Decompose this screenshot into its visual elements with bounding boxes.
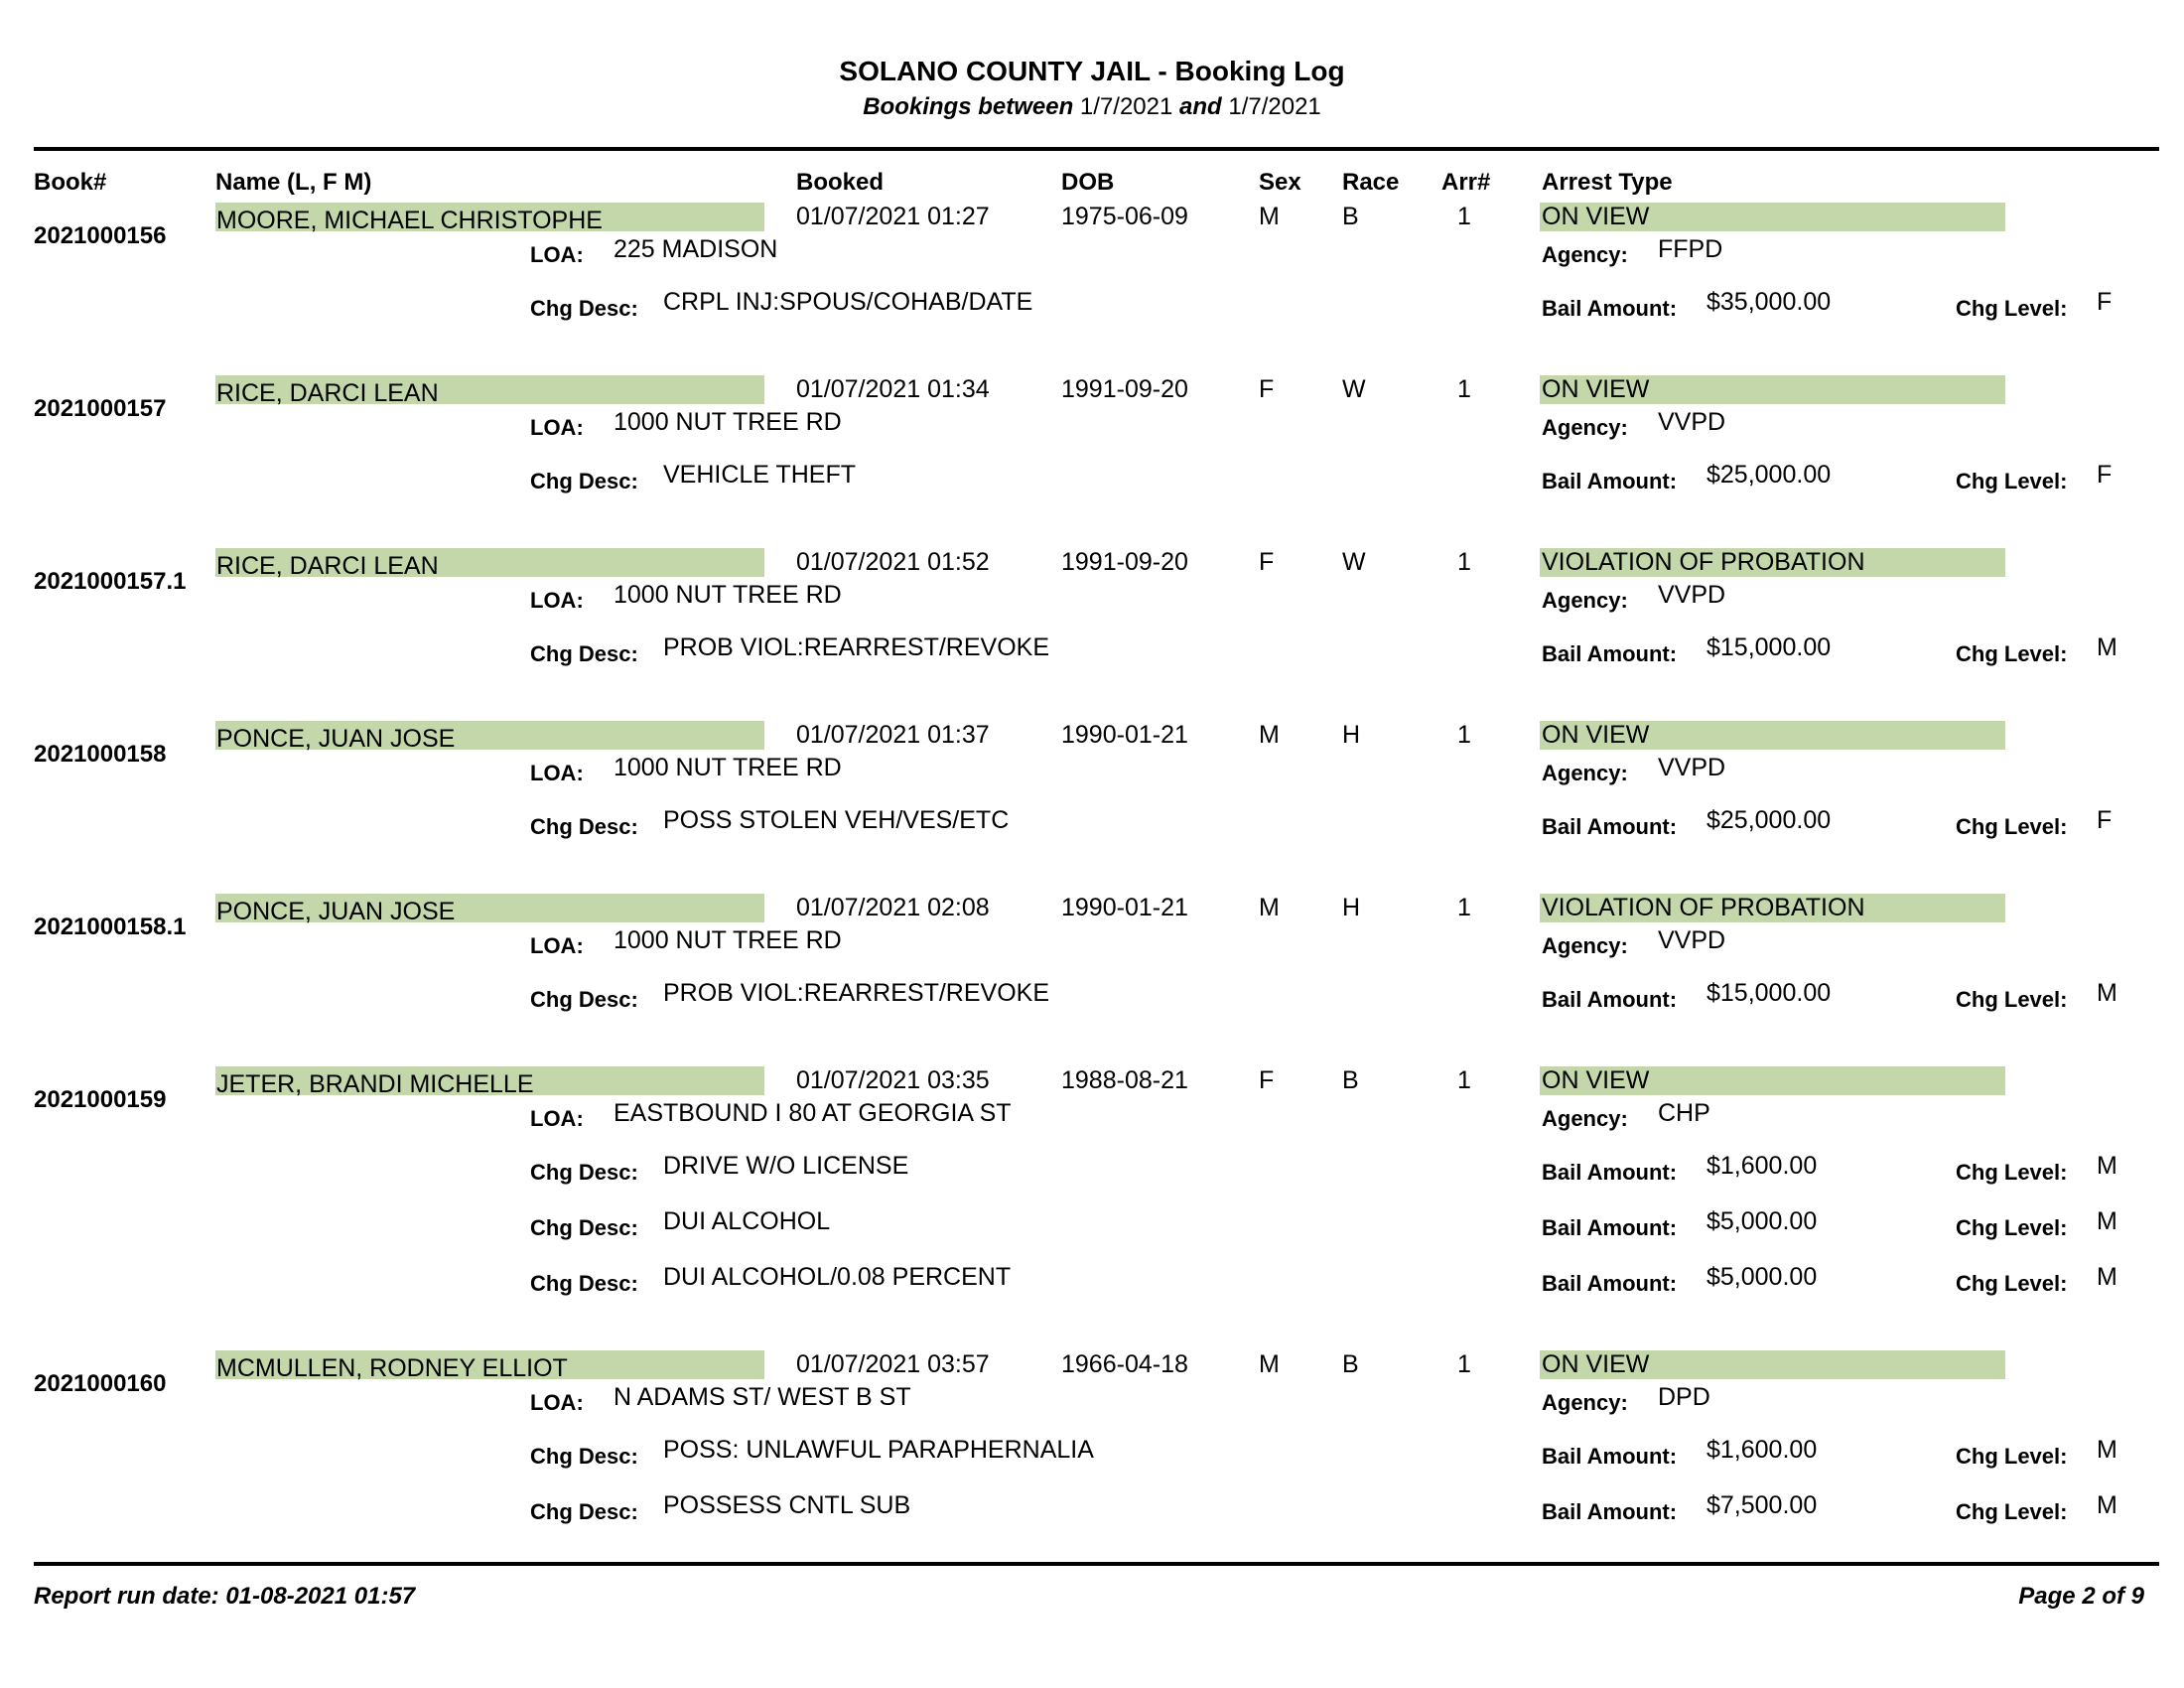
race-value: H — [1342, 721, 1361, 749]
loa-label: LOA: — [530, 242, 584, 267]
agency-label: Agency: — [1542, 1106, 1628, 1131]
loa-label: LOA: — [530, 933, 584, 958]
charge-desc: DRIVE W/O LICENSE — [663, 1152, 909, 1180]
loa-value: N ADAMS ST/ WEST B ST — [614, 1383, 911, 1411]
agency-value: VVPD — [1658, 408, 1726, 436]
charge-level-label: Chg Level: — [1956, 641, 2068, 666]
report-title: SOLANO COUNTY JAIL - Booking Log — [839, 56, 1345, 86]
agency-label: Agency: — [1542, 933, 1628, 958]
date-of-birth: 1990-01-21 — [1061, 721, 1188, 749]
agency-label: Agency: — [1542, 1390, 1628, 1415]
book-number: 2021000158 — [34, 741, 167, 768]
arrest-number: 1 — [1457, 375, 1471, 403]
loa-value: EASTBOUND I 80 AT GEORGIA ST — [614, 1099, 1012, 1127]
bail-amount-label: Bail Amount: — [1542, 1499, 1678, 1524]
bail-amount: $15,000.00 — [1706, 979, 1832, 1007]
arrest-number: 1 — [1457, 894, 1471, 921]
charge-row — [0, 633, 2184, 673]
charge-row — [0, 288, 2184, 328]
charge-desc-label: Chg Desc: — [530, 1215, 638, 1240]
bail-amount: $1,600.00 — [1706, 1436, 1818, 1464]
arrest-number: 1 — [1457, 721, 1471, 749]
charge-desc-label: Chg Desc: — [530, 296, 638, 321]
charge-level: M — [2097, 1152, 2117, 1180]
charge-desc: PROB VIOL:REARREST/REVOKE — [663, 633, 1049, 661]
loa-value: 1000 NUT TREE RD — [614, 926, 842, 954]
book-number: 2021000159 — [34, 1086, 167, 1113]
bail-amount-label: Bail Amount: — [1542, 987, 1678, 1012]
inmate-name: MCMULLEN, RODNEY ELLIOT — [216, 1354, 568, 1382]
agency-value: FFPD — [1658, 235, 1723, 263]
booking-record — [0, 894, 2184, 1062]
sex-value: F — [1259, 548, 1275, 576]
charge-row — [0, 806, 2184, 846]
booking-record — [0, 375, 2184, 544]
charge-level-label: Chg Level: — [1956, 1499, 2068, 1524]
charge-desc: POSS: UNLAWFUL PARAPHERNALIA — [663, 1436, 1094, 1464]
charge-desc: DUI ALCOHOL/0.08 PERCENT — [663, 1263, 1012, 1291]
col-arrest-type: Arrest Type — [1542, 169, 1673, 196]
charge-level: M — [2097, 633, 2117, 661]
loa-label: LOA: — [530, 1106, 584, 1131]
charge-row — [0, 461, 2184, 500]
date-of-birth: 1988-08-21 — [1061, 1066, 1188, 1094]
col-dob: DOB — [1061, 169, 1115, 196]
charge-level: M — [2097, 1263, 2117, 1291]
charge-row — [0, 979, 2184, 1019]
book-number: 2021000157.1 — [34, 568, 187, 595]
charge-desc: PROB VIOL:REARREST/REVOKE — [663, 979, 1049, 1007]
charge-level: F — [2097, 288, 2113, 316]
sex-value: M — [1259, 203, 1280, 230]
booked-datetime: 01/07/2021 02:08 — [796, 894, 990, 921]
bail-amount-label: Bail Amount: — [1542, 1271, 1678, 1296]
bail-amount-label: Bail Amount: — [1542, 814, 1678, 839]
charge-level-label: Chg Level: — [1956, 296, 2068, 321]
charge-desc-label: Chg Desc: — [530, 469, 638, 493]
date-from: 1/7/2021 — [1079, 93, 1173, 120]
arrest-number: 1 — [1457, 1066, 1471, 1094]
report-subtitle — [0, 93, 2184, 121]
bail-amount: $25,000.00 — [1706, 806, 1832, 834]
subtitle-prefix: Bookings between — [863, 93, 1074, 120]
booked-datetime: 01/07/2021 01:34 — [796, 375, 990, 403]
booking-record — [0, 548, 2184, 717]
arrest-type: VIOLATION OF PROBATION — [1542, 894, 1865, 921]
booking-record — [0, 721, 2184, 890]
agency-value: CHP — [1658, 1099, 1710, 1127]
charge-row — [0, 1207, 2184, 1247]
charge-desc: POSS STOLEN VEH/VES/ETC — [663, 806, 1010, 834]
booking-record — [0, 1066, 2184, 1296]
charge-row — [0, 1152, 2184, 1192]
charge-desc: POSSESS CNTL SUB — [663, 1491, 911, 1519]
charge-level-label: Chg Level: — [1956, 814, 2068, 839]
arrest-type: ON VIEW — [1542, 375, 1650, 403]
sex-value: F — [1259, 375, 1275, 403]
date-to: 1/7/2021 — [1228, 93, 1321, 120]
bail-amount-label: Bail Amount: — [1542, 469, 1678, 493]
charge-desc-label: Chg Desc: — [530, 1160, 638, 1185]
inmate-name: RICE, DARCI LEAN — [216, 552, 439, 580]
date-of-birth: 1991-09-20 — [1061, 375, 1188, 403]
page-number: Page 2 of 9 — [2018, 1583, 2144, 1610]
loa-label: LOA: — [530, 588, 584, 613]
date-of-birth: 1990-01-21 — [1061, 894, 1188, 921]
charge-desc: VEHICLE THEFT — [663, 461, 857, 489]
bail-amount-label: Bail Amount: — [1542, 641, 1678, 666]
arrest-type: ON VIEW — [1542, 1066, 1650, 1094]
agency-value: DPD — [1658, 1383, 1710, 1411]
bail-amount: $35,000.00 — [1706, 288, 1832, 316]
bail-amount-label: Bail Amount: — [1542, 1160, 1678, 1185]
charge-desc-label: Chg Desc: — [530, 814, 638, 839]
charge-level: M — [2097, 979, 2117, 1007]
loa-value: 1000 NUT TREE RD — [614, 408, 842, 436]
arrest-type: ON VIEW — [1542, 721, 1650, 749]
arrest-type: ON VIEW — [1542, 203, 1650, 230]
date-of-birth: 1966-04-18 — [1061, 1350, 1188, 1378]
booked-datetime: 01/07/2021 03:57 — [796, 1350, 990, 1378]
agency-value: VVPD — [1658, 926, 1726, 954]
col-sex: Sex — [1259, 169, 1301, 196]
charge-level: F — [2097, 806, 2113, 834]
loa-value: 1000 NUT TREE RD — [614, 754, 842, 781]
inmate-name: JETER, BRANDI MICHELLE — [216, 1070, 534, 1098]
bail-amount-label: Bail Amount: — [1542, 1444, 1678, 1469]
bail-amount: $25,000.00 — [1706, 461, 1832, 489]
arrest-number: 1 — [1457, 203, 1471, 230]
inmate-name: RICE, DARCI LEAN — [216, 379, 439, 407]
arrest-type: ON VIEW — [1542, 1350, 1650, 1378]
sex-value: F — [1259, 1066, 1275, 1094]
agency-label: Agency: — [1542, 761, 1628, 785]
charge-desc: DUI ALCOHOL — [663, 1207, 831, 1235]
loa-value: 225 MADISON — [614, 235, 778, 263]
charge-desc-label: Chg Desc: — [530, 1444, 638, 1469]
col-race: Race — [1342, 169, 1400, 196]
sex-value: M — [1259, 721, 1280, 749]
charge-row — [0, 1263, 2184, 1303]
charge-level-label: Chg Level: — [1956, 987, 2068, 1012]
charge-level-label: Chg Level: — [1956, 1215, 2068, 1240]
book-number: 2021000158.1 — [34, 914, 187, 940]
sex-value: M — [1259, 1350, 1280, 1378]
charge-desc-label: Chg Desc: — [530, 641, 638, 666]
agency-label: Agency: — [1542, 242, 1628, 267]
bail-amount-label: Bail Amount: — [1542, 1215, 1678, 1240]
bail-amount: $1,600.00 — [1706, 1152, 1818, 1180]
col-book: Book# — [34, 169, 107, 196]
book-number: 2021000156 — [34, 222, 167, 249]
charge-row — [0, 1436, 2184, 1476]
inmate-name: PONCE, JUAN JOSE — [216, 725, 456, 753]
col-arr: Arr# — [1441, 169, 1491, 196]
loa-label: LOA: — [530, 415, 584, 440]
agency-label: Agency: — [1542, 415, 1628, 440]
charge-level: M — [2097, 1436, 2117, 1464]
booked-datetime: 01/07/2021 03:35 — [796, 1066, 990, 1094]
arrest-number: 1 — [1457, 1350, 1471, 1378]
booked-datetime: 01/07/2021 01:37 — [796, 721, 990, 749]
charge-level-label: Chg Level: — [1956, 469, 2068, 493]
arrest-number: 1 — [1457, 548, 1471, 576]
bottom-rule — [34, 1562, 2159, 1566]
race-value: H — [1342, 894, 1361, 921]
top-rule — [34, 147, 2159, 151]
race-value: B — [1342, 1350, 1359, 1378]
book-number: 2021000160 — [34, 1370, 167, 1397]
col-booked: Booked — [796, 169, 885, 196]
date-of-birth: 1975-06-09 — [1061, 203, 1188, 230]
charge-level-label: Chg Level: — [1956, 1160, 2068, 1185]
charge-desc: CRPL INJ:SPOUS/COHAB/DATE — [663, 288, 1033, 316]
bail-amount: $15,000.00 — [1706, 633, 1832, 661]
inmate-name: MOORE, MICHAEL CHRISTOPHE — [216, 207, 603, 234]
booking-record — [0, 203, 2184, 371]
loa-value: 1000 NUT TREE RD — [614, 581, 842, 609]
charge-level: M — [2097, 1207, 2117, 1235]
charge-desc-label: Chg Desc: — [530, 1499, 638, 1524]
loa-label: LOA: — [530, 761, 584, 785]
bail-amount-label: Bail Amount: — [1542, 296, 1678, 321]
agency-value: VVPD — [1658, 581, 1726, 609]
bail-amount: $7,500.00 — [1706, 1491, 1818, 1519]
charge-level-label: Chg Level: — [1956, 1271, 2068, 1296]
race-value: B — [1342, 203, 1359, 230]
col-name: Name (L, F M) — [215, 169, 372, 196]
bail-amount: $5,000.00 — [1706, 1207, 1818, 1235]
date-of-birth: 1991-09-20 — [1061, 548, 1188, 576]
charge-level: M — [2097, 1491, 2117, 1519]
charge-desc-label: Chg Desc: — [530, 1271, 638, 1296]
loa-label: LOA: — [530, 1390, 584, 1415]
arrest-type: VIOLATION OF PROBATION — [1542, 548, 1865, 576]
charge-row — [0, 1491, 2184, 1531]
subtitle-and: and — [1179, 93, 1222, 120]
bail-amount: $5,000.00 — [1706, 1263, 1818, 1291]
booked-datetime: 01/07/2021 01:27 — [796, 203, 990, 230]
book-number: 2021000157 — [34, 395, 167, 422]
booked-datetime: 01/07/2021 01:52 — [796, 548, 990, 576]
race-value: W — [1342, 548, 1366, 576]
charge-desc-label: Chg Desc: — [530, 987, 638, 1012]
charge-level: F — [2097, 461, 2113, 489]
race-value: W — [1342, 375, 1366, 403]
charge-level-label: Chg Level: — [1956, 1444, 2068, 1469]
inmate-name: PONCE, JUAN JOSE — [216, 898, 456, 925]
race-value: B — [1342, 1066, 1359, 1094]
booking-record — [0, 1350, 2184, 1524]
sex-value: M — [1259, 894, 1280, 921]
agency-value: VVPD — [1658, 754, 1726, 781]
report-run-date: Report run date: 01-08-2021 01:57 — [34, 1583, 416, 1610]
agency-label: Agency: — [1542, 588, 1628, 613]
